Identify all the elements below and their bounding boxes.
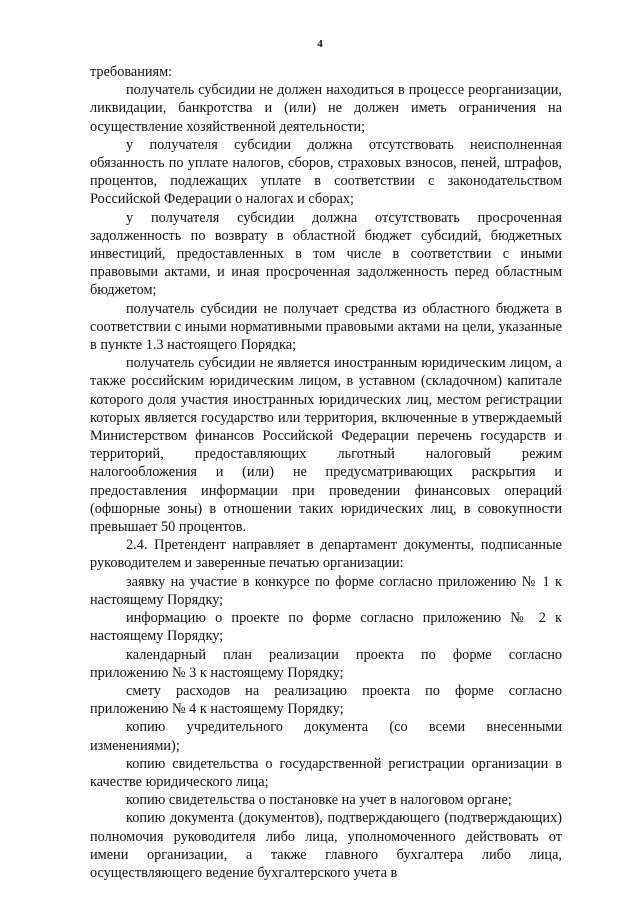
paragraph-13: копию свидетельства о постановке на учет в налоговом органе; [126,792,512,809]
paragraph-3: у получателя субсидии должна отсутствовать просроченная задолженность по возврату в областной бюджет субсидий, бюджетных инвестиций, предоставленных в том числе в соответствии с иными правовыми актами, и иная просроченная задолженность перед областным бюджетом; [90,209,562,299]
document-body [90,63,562,882]
paragraph-5: получатель субсидии не является иностранным юридическим лицом, а также российским юридическим лицом, в уставном (складочном) капитале которого доля участия иностранных юридических лиц, местом регистрации которых является государство или территория, включенные в утверждаемый Министерством финансов Российской Федерации перечень государств и территорий, предоставляющих льготный налоговый режим налогообложения и (или) не предусматривающих раскрытия и предоставления информации при проведении финансовых операций (офшорные зоны) в отношении таких юридических лиц, в совокупности превышает 50 процентов. [90,355,562,536]
paragraph-2: у получателя субсидии должна отсутствовать неисполненная обязанность по уплате налогов, сборов, страховых взносов, пеней, штрафов, процентов, подлежащих уплате в соответствии с законодательством Российской Федерации о налогах и сборах; [90,136,562,208]
paragraph-10: смету расходов на реализацию проекта по форме согласно приложению № 4 к настоящему Порядку; [90,682,562,718]
paragraph-9: календарный план реализации проекта по форме согласно приложению № 3 к настоящему Порядку; [90,646,562,681]
paragraph-8: информацию о проекте по форме согласно приложению № 2 к настоящему Порядку; [90,610,562,645]
paragraph-0: требованиям: [90,64,173,80]
paragraph-4: получатель субсидии не получает средства из областного бюджета в соответствии с иными нормативными правовыми актами на цели, указанные в пункте 1.3 настоящего Порядка; [90,300,562,354]
paragraph-1: получатель субсидии не должен находиться в процессе реорганизации, ликвидации, банкротства и (или) не должен иметь ограничения на осуществление хозяйственной деятельности; [90,82,562,135]
paragraph-11: копию учредительного документа (со всеми внесенными изменениями); [90,719,562,754]
paragraph-12: копию свидетельства о государственной регистрации организации в качестве юридического лица; [90,755,562,790]
paragraph-7: заявку на участие в конкурсе по форме согласно приложению № 1 к настоящему Порядку; [90,573,562,608]
page-number: 4 [317,38,323,50]
paragraph-14: копию документа (документов), подтверждающего (подтверждающих) полномочия руководителя либо лица, уполномоченного действовать от имени организации, а также главного бухгалтера либо лица, осуществляющего ведение бухгалтерского учета в [90,810,562,881]
paragraph-6: 2.4. Претендент направляет в департамент документы, подписанные руководителем и заверенные печатью организации: [90,537,562,572]
